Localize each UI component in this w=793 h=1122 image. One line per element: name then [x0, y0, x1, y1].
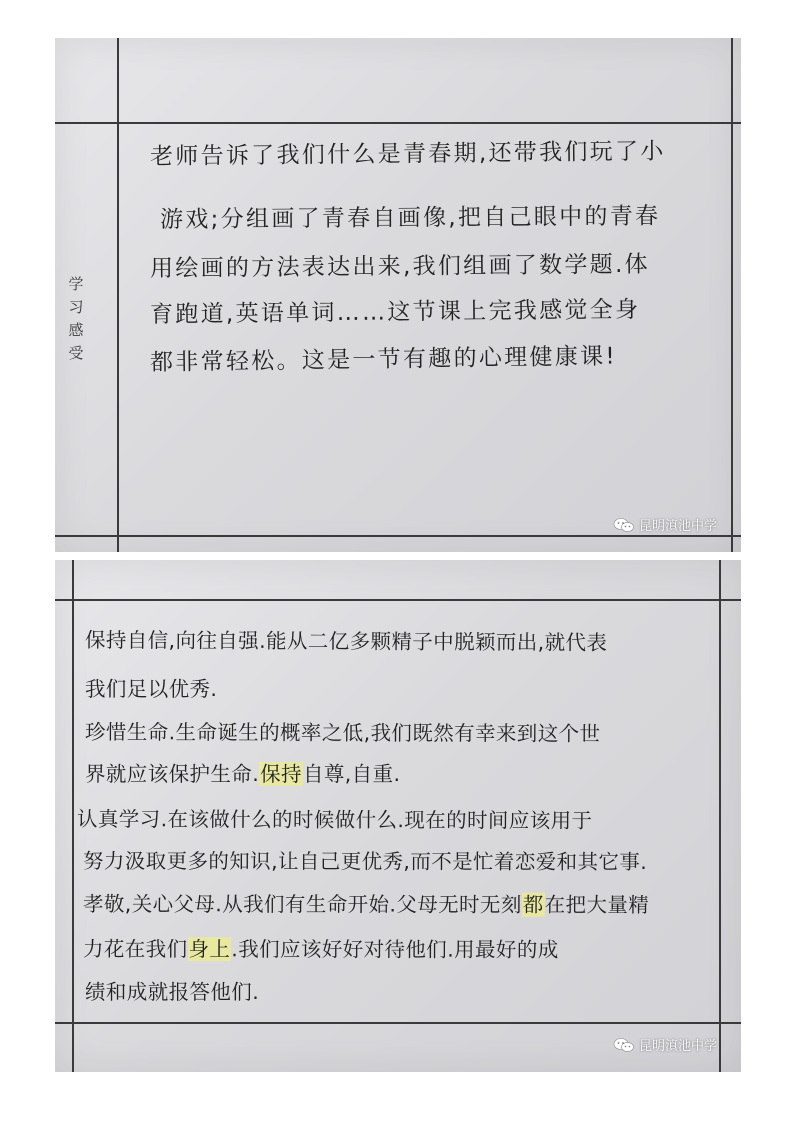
- table-rule-right: [719, 560, 721, 1072]
- text-segment: 在把大量精: [544, 892, 650, 917]
- highlighted-text: 保持: [260, 762, 302, 786]
- text-segment: 自尊,自重.: [302, 762, 401, 786]
- text-segment: .我们应该好好对待他们.用最好的成: [231, 937, 559, 962]
- handwritten-line: [83, 932, 559, 963]
- highlighted-text: 身上: [188, 937, 231, 962]
- watermark: 昆明滇池中学: [613, 1035, 717, 1054]
- text-segment: 界就应该保护生命.: [85, 762, 260, 786]
- handwritten-line: [85, 623, 608, 656]
- table-rule-bottom: [55, 535, 741, 537]
- handwritten-line: 都非常轻松。这是一节有趣的心理健康课!: [149, 343, 618, 376]
- handwritten-line: [77, 802, 593, 834]
- handwritten-line: 育跑道,英语单词……这节课上完我感觉全身: [149, 296, 641, 328]
- handwritten-line: [85, 672, 217, 702]
- wechat-icon: [613, 517, 635, 533]
- handwritten-line: 用绘画的方法表达出来,我们组画了数学题.体: [149, 251, 651, 282]
- text-segment: 孝敬,关心父母.从我们有生命开始.父母无时无刻: [82, 892, 522, 917]
- text-segment: 我们足以优秀.: [85, 677, 218, 701]
- handwritten-line: [85, 757, 400, 787]
- handwritten-line: 老师告诉了我们什么是青春期,还带我们玩了小: [149, 138, 666, 170]
- text-segment: 努力汲取更多的知识,让自己更优秀,而不是忙着恋爱和其它事.: [82, 849, 648, 874]
- handwritten-line: [83, 887, 649, 918]
- notebook-photo-1: [55, 38, 741, 552]
- highlighted-text: 都: [522, 892, 544, 917]
- text-segment: 力花在我们: [82, 937, 188, 962]
- handwritten-line: [85, 975, 259, 1005]
- text-segment: 认真学习.在该做什么的时候做什么.现在的时间应该用于: [76, 807, 593, 833]
- table-rule-top: [55, 122, 741, 124]
- table-rule-top: [55, 599, 741, 601]
- handwritten-line: [85, 715, 601, 747]
- notebook-photo-2: [55, 560, 741, 1072]
- text-segment: 珍惜生命.生命诞生的概率之低,我们既然有幸来到这个世: [84, 720, 601, 746]
- table-rule-right: [731, 38, 733, 552]
- table-rule-left: [72, 560, 74, 1072]
- text-segment: 绩和成就报答他们.: [85, 980, 260, 1004]
- text-segment: 保持自信,向往自强.能从二亿多颗精子中脱颖而出,就代表: [84, 628, 608, 655]
- handwritten-line: [83, 844, 647, 875]
- wechat-icon: [613, 1037, 635, 1053]
- section-label-learning-feelings: 学 习 感 受: [68, 275, 84, 362]
- watermark: 昆明滇池中学: [613, 515, 717, 534]
- table-rule-label-column: [117, 38, 119, 552]
- table-rule-bottom: [55, 1022, 741, 1024]
- handwritten-line: 游戏;分组画了青春自画像,把自己眼中的青春: [159, 203, 661, 233]
